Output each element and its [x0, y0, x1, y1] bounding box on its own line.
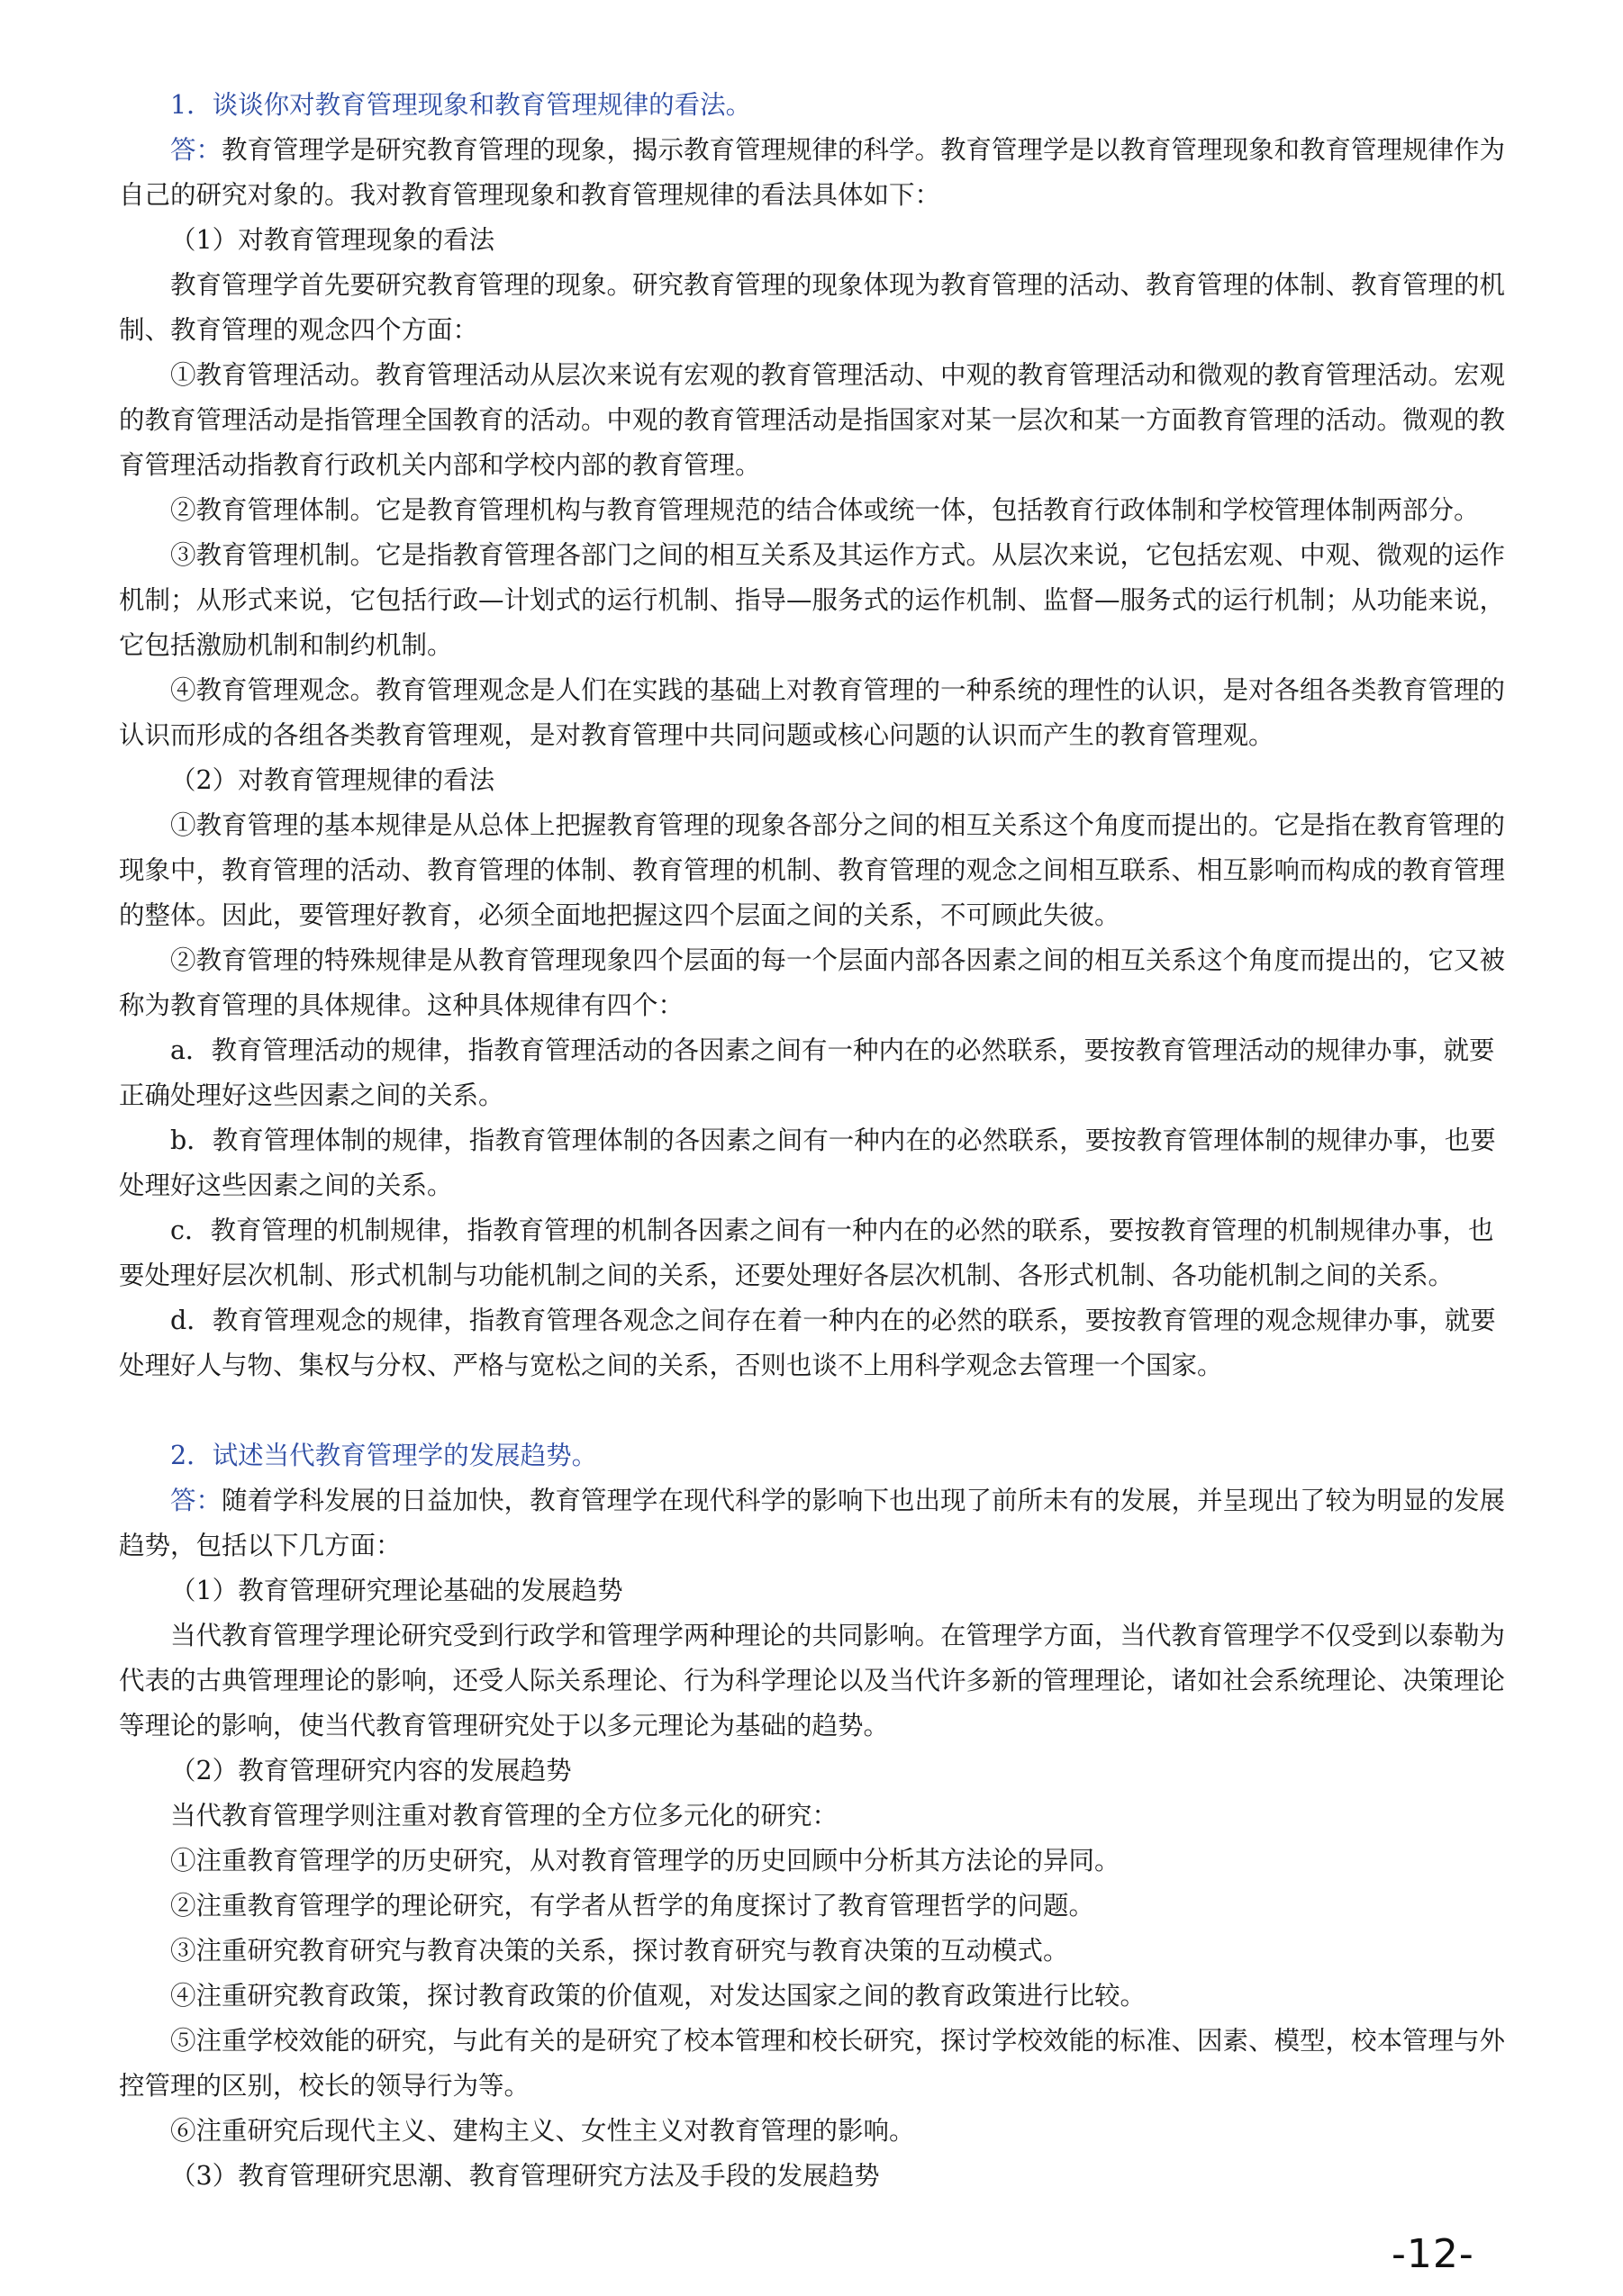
- answer-label: 答：: [170, 1486, 222, 1515]
- paragraph: （1）教育管理研究理论基础的发展趋势: [170, 1576, 623, 1605]
- paragraph: ④教育管理观念。教育管理观念是人们在实践的基础上对教育管理的一种系统的理性的认识，是对各组各类教育管理的认识而形成的各组各类教育管理观，是对教育管理中共同问题或核心问题的认识而产生的教育管理观。: [119, 675, 1506, 750]
- paragraph: ①注重教育管理学的历史研究，从对教育管理学的历史回顾中分析其方法论的异同。: [170, 1846, 1120, 1876]
- paragraph: （3）教育管理研究思潮、教育管理研究方法及手段的发展趋势: [170, 2161, 880, 2191]
- paragraph: a．教育管理活动的规律，指教育管理活动的各因素之间有一种内在的必然联系，要按教育管理活动的规律办事，就要正确处理好这些因素之间的关系。: [119, 1035, 1495, 1110]
- paragraph: ①教育管理的基本规律是从总体上把握教育管理的现象各部分之间的相互关系这个角度而提出的。它是指在教育管理的现象中，教育管理的活动、教育管理的体制、教育管理的机制、教育管理的观念之间相互联系、相互影响而构成的教育管理的整体。因此，要管理好教育，必须全面地把握这四个层面之间的关系，不可顾此失彼。: [119, 810, 1506, 930]
- paragraph: ③教育管理机制。它是指教育管理各部门之间的相互关系及其运作方式。从层次来说，它包括宏观、中观、微观的运作机制；从形式来说，它包括行政—计划式的运行机制、指导—服务式的运作机制、监督—服务式的运行机制；从功能来说，它包括激励机制和制约机制。: [119, 540, 1506, 660]
- question-1-answer: [119, 128, 1515, 218]
- paragraph: ①教育管理活动。教育管理活动从层次来说有宏观的教育管理活动、中观的教育管理活动和微观的教育管理活动。宏观的教育管理活动是指管理全国教育的活动。中观的教育管理活动是指国家对某一层次和某一方面教育管理的活动。微观的教育管理活动指教育行政机关内部和学校内部的教育管理。: [119, 360, 1506, 480]
- paragraph: （1）对教育管理现象的看法: [170, 225, 495, 255]
- section-gap: [119, 1388, 1515, 1433]
- paragraph: d．教育管理观念的规律，指教育管理各观念之间存在着一种内在的必然的联系，要按教育管理的观念规律办事，就要处理好人与物、集权与分权、严格与宽松之间的关系，否则也谈不上用科学观念去管理一个国家。: [119, 1306, 1496, 1380]
- paragraph: （2）教育管理研究内容的发展趋势: [170, 1756, 572, 1785]
- answer-text: 教育管理学是研究教育管理的现象，揭示教育管理规律的科学。教育管理学是以教育管理现象和教育管理规律作为自己的研究对象的。我对教育管理现象和教育管理规律的看法具体如下：: [119, 135, 1506, 210]
- question-2-answer: [119, 1478, 1515, 1568]
- page-number: -12-: [1392, 2231, 1474, 2277]
- paragraph: ③注重研究教育研究与教育决策的关系，探讨教育研究与教育决策的互动模式。: [170, 1936, 1069, 1966]
- question-1-title: 1．谈谈你对教育管理现象和教育管理规律的看法。: [170, 90, 752, 120]
- paragraph: c．教育管理的机制规律，指教育管理的机制各因素之间有一种内在的必然的联系，要按教育管理的机制规律办事，也要处理好层次机制、形式机制与功能机制之间的关系，还要处理好各层次机制、各形式机制、各功能机制之间的关系。: [119, 1216, 1494, 1290]
- paragraph: 当代教育管理学则注重对教育管理的全方位多元化的研究：: [170, 1801, 839, 1830]
- paragraph: 当代教育管理学理论研究受到行政学和管理学两种理论的共同影响。在管理学方面，当代教育管理学不仅受到以泰勒为代表的古典管理理论的影响，还受人际关系理论、行为科学理论以及当代许多新的管理理论，诸如社会系统理论、决策理论等理论的影响，使当代教育管理研究处于以多元理论为基础的趋势。: [119, 1621, 1506, 1740]
- answer-text: 随着学科发展的日益加快，教育管理学在现代科学的影响下也出现了前所未有的发展，并呈现出了较为明显的发展趋势，包括以下几方面：: [119, 1486, 1506, 1560]
- paragraph: ④注重研究教育政策，探讨教育政策的价值观，对发达国家之间的教育政策进行比较。: [170, 1981, 1147, 2011]
- paragraph: （2）对教育管理规律的看法: [170, 765, 495, 795]
- paragraph: b．教育管理体制的规律，指教育管理体制的各因素之间有一种内在的必然联系，要按教育管理体制的规律办事，也要处理好这些因素之间的关系。: [119, 1125, 1496, 1200]
- paragraph: ②注重教育管理学的理论研究，有学者从哲学的角度探讨了教育管理哲学的问题。: [170, 1891, 1095, 1921]
- paragraph: ⑤注重学校效能的研究，与此有关的是研究了校本管理和校长研究，探讨学校效能的标准、因素、模型，校本管理与外控管理的区别，校长的领导行为等。: [119, 2026, 1506, 2101]
- paragraph: ⑥注重研究后现代主义、建构主义、女性主义对教育管理的影响。: [170, 2116, 915, 2146]
- answer-label: 答：: [170, 135, 222, 165]
- paragraph: ②教育管理的特殊规律是从教育管理现象四个层面的每一个层面内部各因素之间的相互关系这个角度而提出的，它又被称为教育管理的具体规律。这种具体规律有四个：: [119, 945, 1506, 1020]
- paragraph: 教育管理学首先要研究教育管理的现象。研究教育管理的现象体现为教育管理的活动、教育管理的体制、教育管理的机制、教育管理的观念四个方面：: [119, 270, 1506, 345]
- document-body: [119, 83, 1515, 2199]
- paragraph: ②教育管理体制。它是教育管理机构与教育管理规范的结合体或统一体，包括教育行政体制和学校管理体制两部分。: [170, 495, 1480, 525]
- question-2-title: 2．试述当代教育管理学的发展趋势。: [170, 1441, 598, 1470]
